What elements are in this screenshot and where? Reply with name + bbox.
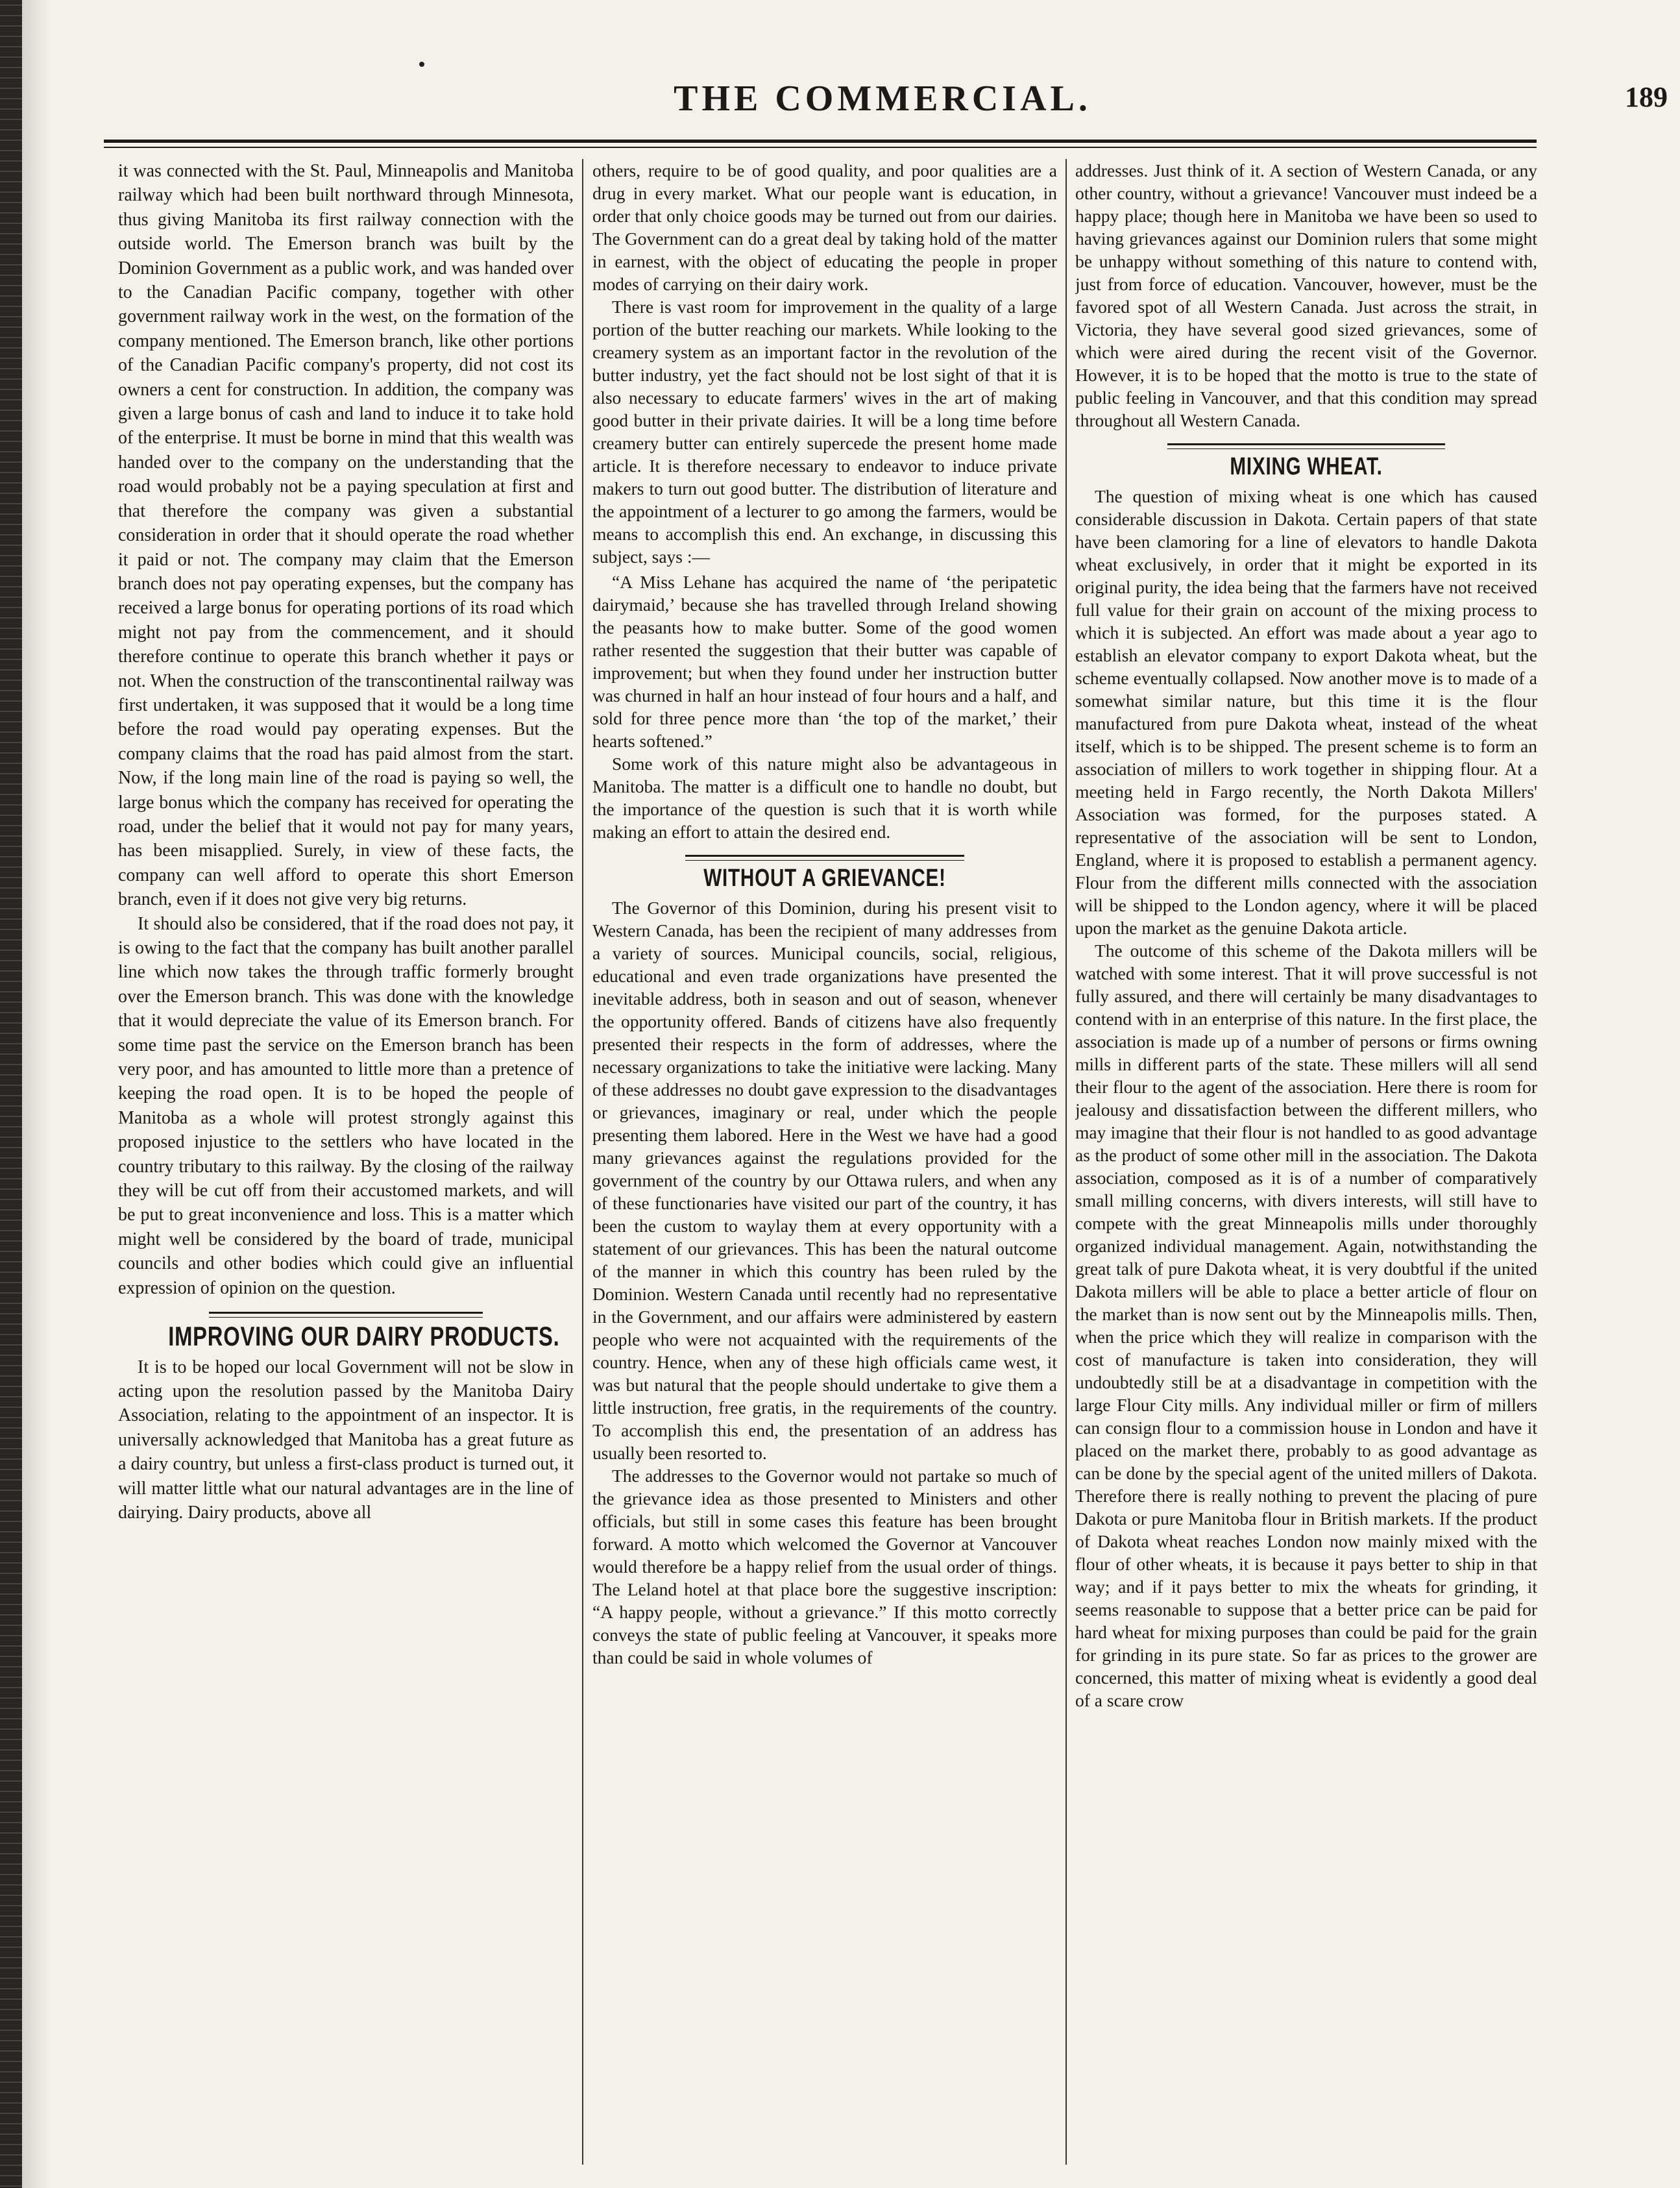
- header-rule: [104, 140, 1537, 148]
- column-3: [1075, 159, 1537, 2158]
- section-heading-dairy: [118, 1312, 574, 1352]
- column-2: [592, 159, 1057, 2158]
- binding-edge: [0, 0, 22, 2188]
- column-1: [118, 159, 574, 2158]
- article-paragraph: It is to be hoped our local Government will not be slow in acting upon the resolution passed by the Manitoba Dairy Association, relating to the appointment of an inspector. It is universally acknowledged that Manitoba has a great future as a dairy country, but unless a first-class product is turned out, it will matter little what our natural advantages are in the line of dairying. Dairy products, above all: [118, 1357, 574, 1523]
- article-paragraph: There is vast room for improvement in the quality of a large portion of the butter reaching our markets. While looking to the creamery system as an important factor in the revolution of the butter industry, yet the fact should not be lost sight of that it is also necessary to educate farmers' wives in the art of making good butter in their private dairies. It will be a long time before creamery butter can entirely supercede the present home made article. It is therefore necessary to endeavor to induce private makers to turn out good butter. The distribution of literature and the appointment of a lecturer to go among the farmers, would be means to accomplish this end. An exchange, in discussing this subject, says :—: [592, 297, 1057, 567]
- section-heading-wheat: [1075, 443, 1537, 478]
- heading-text: IMPROVING OUR DAIRY PRODUCTS.: [168, 1321, 560, 1352]
- page-header: [97, 73, 1680, 131]
- newspaper-title: THE COMMERCIAL.: [674, 79, 1091, 119]
- article-paragraph: Some work of this nature might also be advantageous in Manitoba. The matter is a difficult one to handle no doubt, but the importance of the question is such that it is worth while making an effort to attain the desired end.: [592, 754, 1057, 842]
- article-paragraph: The Governor of this Dominion, during his present visit to Western Canada, has been the recipient of many addresses from a variety of sources. Municipal councils, social, religious, educational and even trade organizations have presented the inevitable address, both in season and out of season, whenever the opportunity offered. Bands of citizens have also frequently presented their respects in the form of addresses, where the necessary organizations to take the initiative were lacking. Many of these addresses no doubt gave expression to the disadvantages or grievances, imaginary or real, under which the people presenting them labored. Here in the West we have had a good many grievances against the regulations provided for the government of the country by our Ottawa rulers, and when any of these functionaries have visited our part of the country, it has been the custom to waylay them at every opportunity with a statement of our grievances. This has been the natural outcome of the manner in which this country has been ruled by the Dominion. Western Canada until recently had no representative in the Government, and our affairs were administered by eastern people who were not acquainted with the requirements of the country. Hence, when any of these high officials came west, it was but natural that the people should undertake to give them a little instruction, free gratis, in the requirements of the country. To accomplish this end, the presentation of an address has usually been resorted to.: [592, 898, 1057, 1463]
- article-paragraph: The question of mixing wheat is one which has caused considerable discussion in Dakota. Certain papers of that state have been clamoring for a line of elevators to handle Dakota wheat exclusively, in order that it might be exported in its original purity, the idea being that the farmers have not received full value for their grain on account of the mixing process to which it is subjected. An effort was made about a year ago to establish an elevator company to export Dakota wheat, but the scheme eventually collapsed. Now another move is to made of a somewhat similar nature, but this time it is the flour manufactured from pure Dakota wheat, instead of the wheat itself, which is to be shipped. The present scheme is to form an association of millers to work together in shipping flour. At a meeting held in Fargo recently, the North Dakota Millers' Association was formed, for the purposes stated. A representative of the association will be sent to London, England, where it is proposed to establish a permanent agency. Flour from the different mills connected with the association will be shipped to the London agency, where it will be placed upon the market as the genuine Dakota article.: [1075, 486, 1537, 938]
- article-paragraph: The addresses to the Governor would not partake so much of the grievance idea as those presented to Ministers and other officials, but still in some cases this feature has been brought forward. A motto which welcomed the Governor at Vancouver would therefore be a happy relief from the usual order of things. The Leland hotel at that place bore the suggestive inscription: “A happy people, without a grievance.” If this motto correctly conveys the state of public feeling at Vancouver, it speaks more than could be said in whole volumes of: [592, 1466, 1057, 1667]
- article-paragraph: it was connected with the St. Paul, Minneapolis and Manitoba railway which had been built northward through Minnesota, thus giving Manitoba its first railway connection with the outside world. The Emerson branch was built by the Dominion Government as a public work, and was handed over to the Canadian Pacific company, together with other government railway work in the west, on the formation of the company mentioned. The Emerson branch, like other portions of the Canadian Pacific company's property, did not cost its owners a cent for construction. In addition, the company was given a large bonus of cash and land to induce it to take hold of the enterprise. It must be borne in mind that this wealth was handed over to the company on the understanding that the road would probably not be a paying speculation at first and that therefore the company was given a substantial consideration in order that it should operate the road whether it paid or not. The company may claim that the Emerson branch does not pay operating expenses, but the company has received a large bonus for operating portions of its road which might not pay from the commencement, and it should therefore continue to operate this branch whether it pays or not. When the construction of the transcontinental railway was first undertaken, it was supposed that it would be a long time before the road would pay operating expenses. But the company claims that the road has paid almost from the start. Now, if the long main line of the road is paying so well, the large bonus which the company has received for operating the road, under the belief that it would not pay for many years, has been misapplied. Surely, in view of these facts, the company can well afford to operate this short Emerson branch, even if it does not give very big returns.: [118, 161, 574, 910]
- heading-text: MIXING WHEAT.: [1230, 453, 1383, 480]
- article-paragraph: The outcome of this scheme of the Dakota millers will be watched with some interest. That it will prove successful is not fully assured, and there will certainly be many disadvantages to contend with in an enterprise of this nature. In the first place, the association is made up of a number of persons or firms owning mills in different parts of the state. These millers will all send their flour to the agent of the association. Here there is room for jealousy and dissatisfaction between the different millers, who may imagine that their flour is not handled to as good advantage as the product of some other mill in the association. The Dakota association, composed as it is of a number of comparatively small milling concerns, with divers interests, will still have to compete with the great Minneapolis mills under thoroughly organized individual management. Again, notwithstanding the great talk of pure Dakota wheat, it is very doubtful if the united Dakota millers will be able to place a better article of flour on the market than is now sent out by the Minneapolis mills. Then, when the price which they will realize in comparison with the cost of manufacture is taken into consideration, they will undoubtedly still be at a disadvantage in competition with the large Flour City mills. Any individual miller or firm of millers can consign flour to a commission house in London and have it placed on the market there, probably to as good advantage as can be done by the special agent of the united millers of Dakota. Therefore there is really nothing to prevent the placing of pure Dakota or pure Manitoba flour in British markets. If the product of Dakota wheat reaches London now mainly mixed with the flour of other wheats, it is because it pays better to ship in that way; and if it pays better to mix the wheats for grinding, it seems reasonable to suppose that a better price can be paid for hard wheat for mixing purposes than could be paid for the grain for grinding in its pure state. So far as prices to the grower are concerned, this matter of mixing wheat is evidently a good deal of a scare crow: [1075, 940, 1537, 1710]
- heading-rule: [209, 1312, 482, 1318]
- column-divider: [582, 159, 583, 2165]
- heading-text: WITHOUT A GRIEVANCE!: [703, 865, 946, 892]
- article-paragraph: others, require to be of good quality, and poor qualities are a drug in every market. What our people want is education, in order that only choice goods may be turned out from our dairies. The Government can do a great deal by taking hold of the matter in earnest, with the object of educating the people in proper modes of carrying on their dairy work.: [592, 160, 1057, 294]
- article-paragraph: It should also be considered, that if the road does not pay, it is owing to the fact that the company has built another parallel line which now takes the through traffic formerly brought over the Emerson branch. This was done with the knowledge that it would depreciate the value of its Emerson branch. For some time past the service on the Emerson branch has been very poor, and has amounted to little more than a pretence of keeping the road open. It is to be hoped the people of Manitoba as a whole will protest strongly against this proposed injustice to the settlers who have located in the country tributary to this railway. By the closing of the railway they will be cut off from their accustomed markets, and will be put to great inconvenience and loss. This is a matter which might well be considered by the board of trade, municipal councils and other bodies which could give an influential expression of opinion on the question.: [118, 913, 574, 1298]
- section-heading-grievance: [592, 855, 1057, 890]
- heading-rule: [1167, 443, 1444, 449]
- ink-speck: [419, 62, 424, 67]
- page-number: 189: [1625, 81, 1668, 113]
- quoted-paragraph: “A Miss Lehane has acquired the name of ‘the peripatetic dairymaid,’ because she has travelled through Ireland showing the peasants how to make butter. Some of the good women rather resented the suggestion that their butter was capable of improvement; but when they found under her instruction butter was churned in half an hour instead of four hours and a half, and sold for three pence more than ‘the top of the market,’ their hearts softened.”: [592, 572, 1057, 751]
- binding-shadow: [22, 0, 51, 2188]
- column-divider: [1065, 159, 1067, 2165]
- article-paragraph: addresses. Just think of it. A section of Western Canada, or any other country, without a grievance! Vancouver must indeed be a happy place; though here in Manitoba we have been so used to having grievances against our Dominion rulers that some might be unhappy without something of this nature to contend with, just from force of education. Vancouver, however, must be the favored spot of all Western Canada. Just across the strait, in Victoria, they have several good sized grievances, some of which were aired during the recent visit of the Governor. However, it is to be hoped that the motto is true to the state of public feeling in Vancouver, and that this condition may spread throughout all Western Canada.: [1075, 160, 1537, 430]
- heading-rule: [685, 855, 964, 861]
